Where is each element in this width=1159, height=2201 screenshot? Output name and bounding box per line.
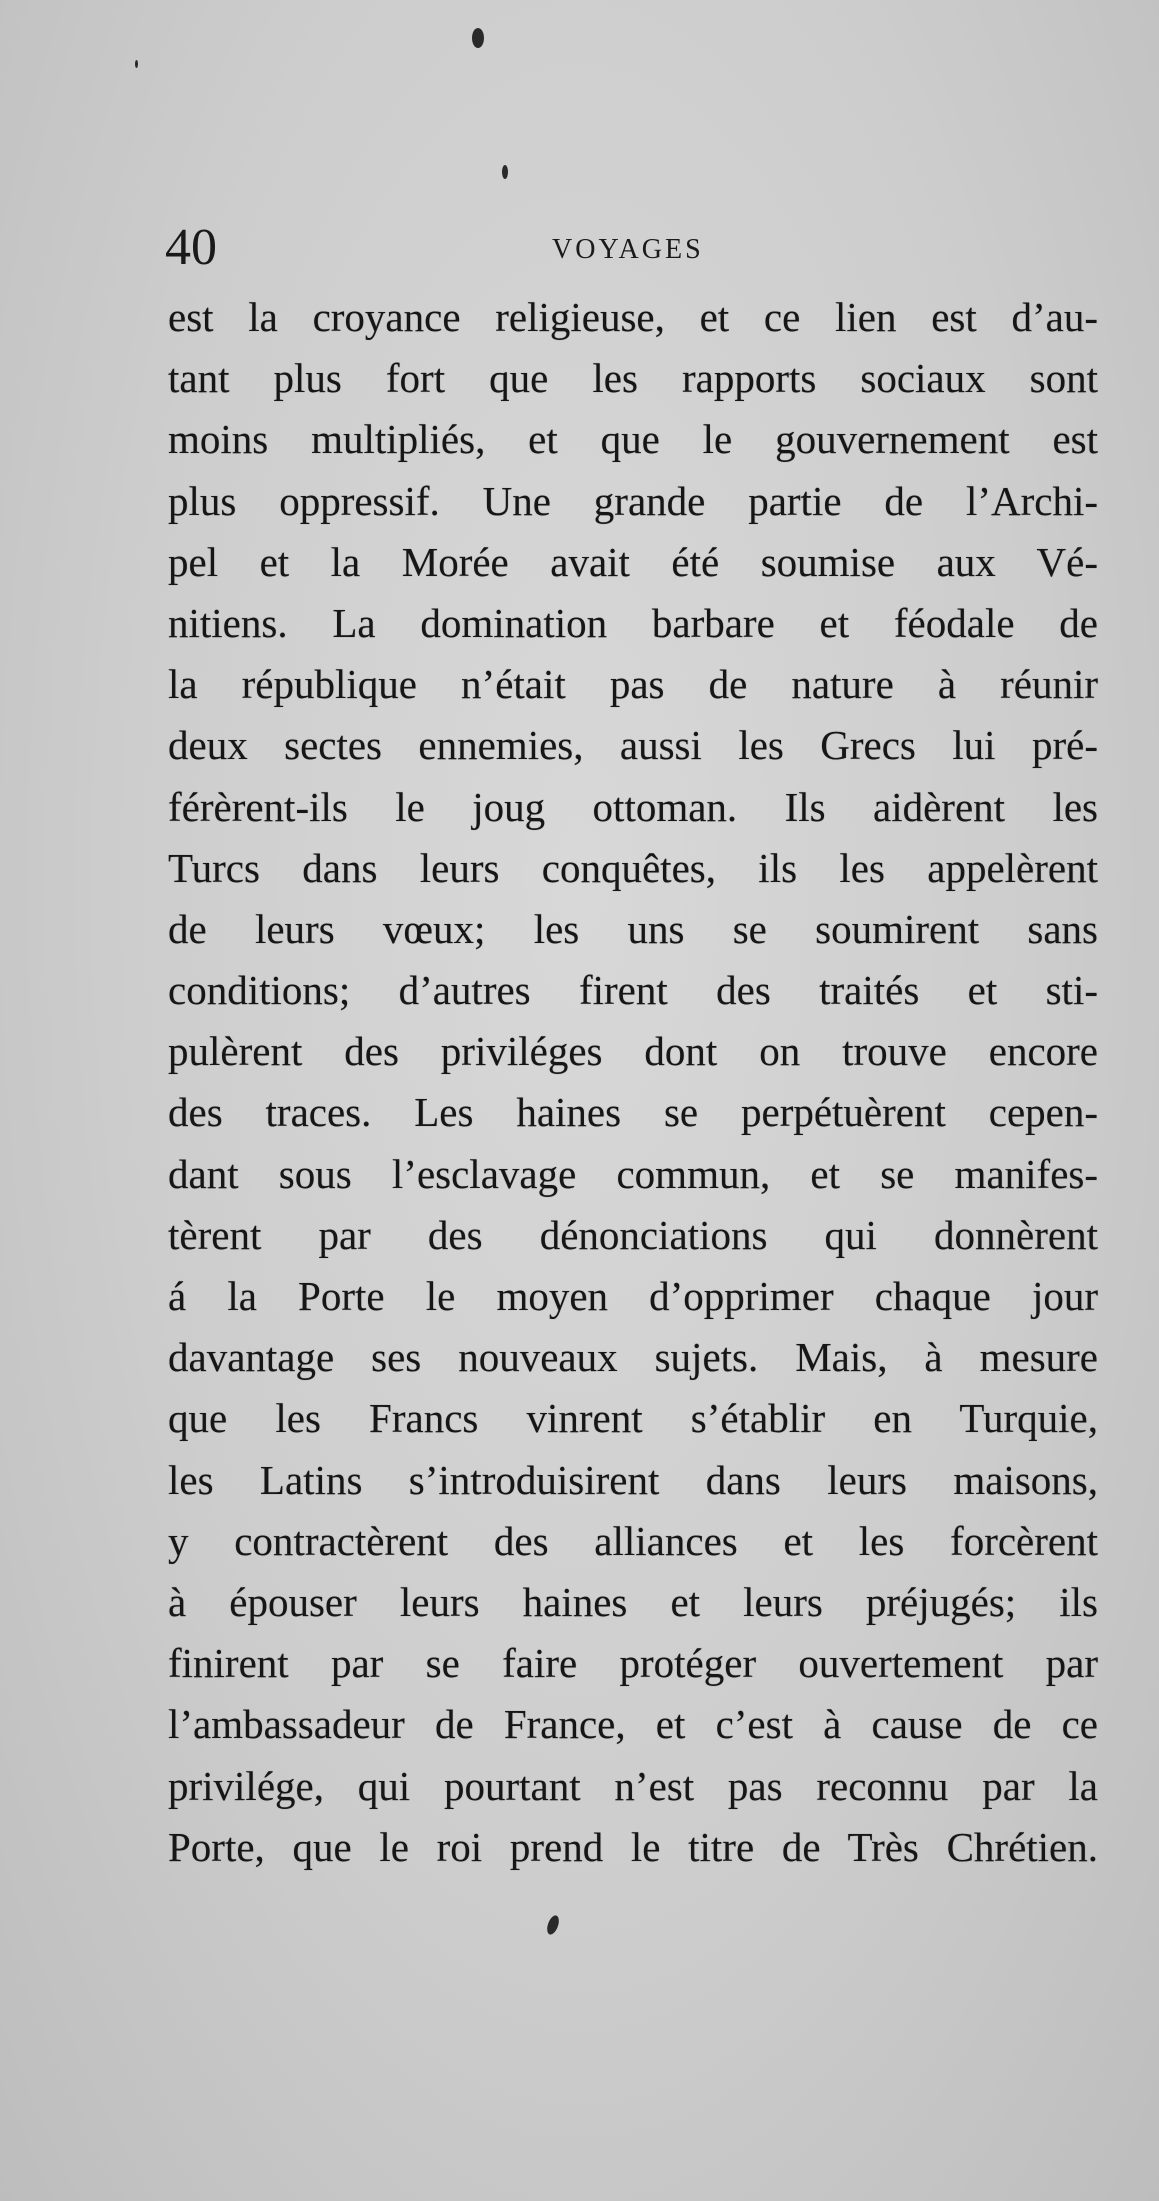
text-line: moins multipliés, et que le gouvernement est [168, 416, 1098, 463]
text-line: finirent par se faire protéger ouvertement par [168, 1640, 1098, 1687]
text-line: pel et la Morée avait été soumise aux Vé- [168, 538, 1098, 585]
text-line: davantage ses nouveaux sujets. Mais, à mesure [168, 1334, 1098, 1381]
text-line: férèrent-ils le joug ottoman. Ils aidèrent les [168, 783, 1098, 830]
text-line: à épouser leurs haines et leurs préjugés; ils [168, 1578, 1098, 1625]
ink-speck [472, 28, 484, 48]
text-line: que les Francs vinrent s’établir en Turquie, [168, 1395, 1098, 1442]
text-line: la république n’était pas de nature à réunir [168, 661, 1098, 708]
text-line: Turcs dans leurs conquêtes, ils les appelèrent [168, 844, 1098, 891]
ink-speck [502, 165, 508, 179]
body-text [168, 287, 1098, 1878]
text-line: l’ambassadeur de France, et c’est à cause de ce [168, 1701, 1098, 1748]
page-number: 40 [165, 219, 217, 276]
text-line: privilége, qui pourtant n’est pas reconnu par la [168, 1762, 1098, 1809]
text-line: deux sectes ennemies, aussi les Grecs lui pré- [168, 722, 1098, 769]
text-line: les Latins s’introduisirent dans leurs maisons, [168, 1456, 1098, 1503]
text-line: conditions; d’autres firent des traités et sti- [168, 967, 1098, 1014]
text-line: Porte, que le roi prend le titre de Très Chrétien. [168, 1823, 1098, 1870]
text-line: tèrent par des dénonciations qui donnèrent [168, 1211, 1098, 1258]
text-line: de leurs vœux; les uns se soumirent sans [168, 905, 1098, 952]
text-line: est la croyance religieuse, et ce lien est d’au- [168, 294, 1098, 340]
ink-speck [545, 1914, 561, 1936]
text-line: dant sous l’esclavage commun, et se manifes- [168, 1150, 1098, 1197]
text-line: á la Porte le moyen d’opprimer chaque jour [168, 1273, 1098, 1319]
text-line: y contractèrent des alliances et les forcèrent [168, 1517, 1098, 1564]
text-line: plus oppressif. Une grande partie de l’Archi- [168, 477, 1098, 524]
ink-speck [135, 60, 138, 68]
text-line: pulèrent des priviléges dont on trouve encore [168, 1028, 1098, 1075]
running-head: VOYAGES [552, 234, 704, 265]
text-line: des traces. Les haines se perpétuèrent cepen- [168, 1089, 1098, 1136]
text-line: nitiens. La domination barbare et féodale de [168, 599, 1098, 646]
page-header [165, 218, 1095, 278]
text-line: tant plus fort que les rapports sociaux sont [168, 355, 1098, 402]
